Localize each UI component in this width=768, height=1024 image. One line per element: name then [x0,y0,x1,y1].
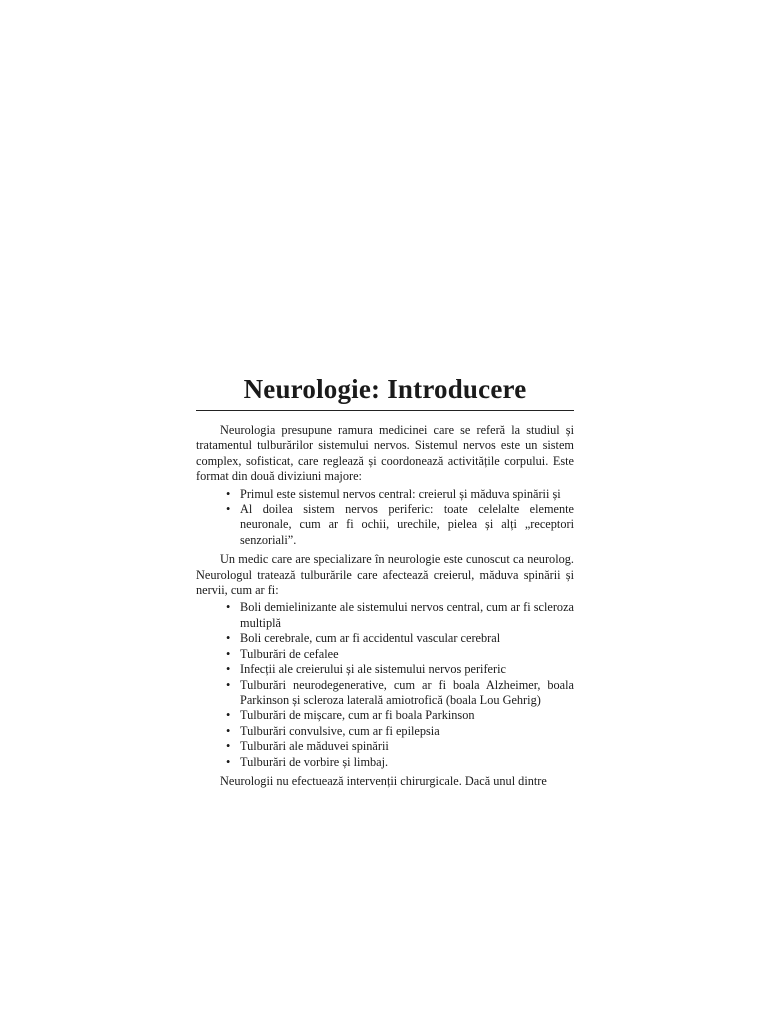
divisions-list [196,487,574,549]
neurolog-paragraph: Un medic care are specializare în neurologie este cunoscut ca neurolog. Neurologul tratează tulburările care afectează creierul, măduva spinării și nervii, cum ar fi: [196,552,574,598]
title-rule [196,410,574,411]
list-item: • Primul este sistemul nervos central: creierul și măduva spinării și [226,487,574,502]
list-item: • Al doilea sistem nervos periferic: toate celelalte elemente neuronale, cum ar fi ochii, urechile, pielea și alți „receptori senzoriali”. [226,502,574,548]
list-item: • Boli demielinizante ale sistemului nervos central, cum ar fi scleroza multiplă [226,600,574,631]
intro-paragraph: Neurologia presupune ramura medicinei care se referă la studiul și tratamentul tulburărilor sistemului nervos. Sistemul nervos este un sistem complex, sofisticat, care reglează și coordonează activitățile corpului. Este format din două diviziuni majore: [196,423,574,484]
list-item: • Infecții ale creierului și ale sistemului nervos periferic [226,662,574,677]
list-item: • Tulburări ale măduvei spinării [226,739,574,754]
disorders-list [196,600,574,769]
closing-paragraph: Neurologii nu efectuează intervenții chirurgicale. Dacă unul dintre [220,773,547,788]
list-item: • Boli cerebrale, cum ar fi accidentul vascular cerebral [226,631,574,646]
list-item: • Tulburări de mișcare, cum ar fi boala Parkinson [226,708,574,723]
list-item: • Tulburări de cefalee [226,647,574,662]
list-item: • Tulburări convulsive, cum ar fi epilepsia [226,724,574,739]
page-title: Neurologie: Introducere [243,374,527,404]
list-item: • Tulburări de vorbire și limbaj. [226,755,574,770]
list-item: • Tulburări neurodegenerative, cum ar fi boala Alzheimer, boala Parkinson și scleroza laterală amiotrofică (boala Lou Gehrig) [226,678,574,709]
document-page [196,372,574,791]
